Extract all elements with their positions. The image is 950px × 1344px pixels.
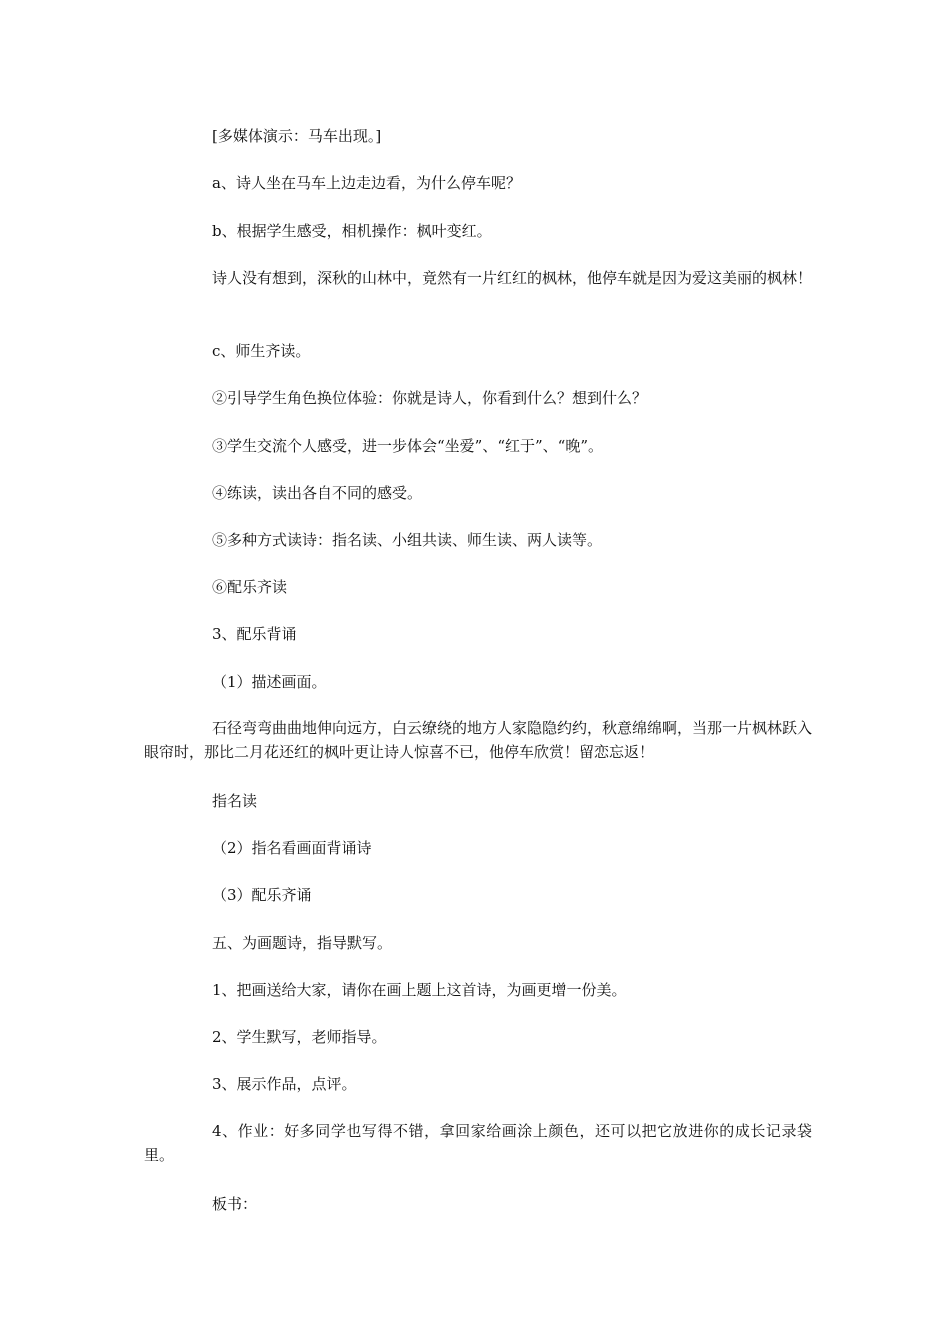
- paragraph-role-play: ②引导学生角色换位体验：你就是诗人，你看到什么？想到什么？: [212, 389, 648, 407]
- paragraph-section-five: 五、为画题诗，指导默写。: [212, 934, 393, 952]
- paragraph-recite-with-picture: （2）指名看画面背诵诗: [212, 839, 372, 857]
- paragraph-share-feelings: ③学生交流个人感受，进一步体会“坐爱”、“红于”、“晚”。: [212, 437, 604, 455]
- paragraph-scene-description: 石径弯弯曲曲地伸向远方，白云缭绕的地方人家隐隐约约，秋意绵绵啊，当那一片枫林跃入眼帘时，那比二月花还红的枫叶更让诗人惊喜不已，他停车欣赏！留恋忘返！: [144, 719, 813, 761]
- paragraph-music-reading: ⑥配乐齐读: [212, 578, 288, 596]
- paragraph-show-works: 3、展示作品，点评。: [212, 1075, 357, 1093]
- paragraph-group-recite: （3）配乐齐诵: [212, 886, 312, 904]
- paragraph-multimedia-demo: [多媒体演示：马车出现。]: [212, 127, 382, 145]
- paragraph-music-recite: 3、配乐背诵: [212, 625, 297, 643]
- paragraph-gift-painting: 1、把画送给大家，请你在画上题上这首诗，为画更增一份美。: [212, 981, 627, 999]
- paragraph-reading-methods: ⑤多种方式读诗：指名读、小组共读、师生读、两人读等。: [212, 531, 603, 549]
- paragraph-describe-scene: （1）描述画面。: [212, 673, 327, 691]
- paragraph-homework: 4、作业：好多同学也写得不错，拿回家给画涂上颜色，还可以把它放进你的成长记录袋里。: [144, 1122, 812, 1164]
- paragraph-board-writing: 板书：: [212, 1195, 258, 1213]
- paragraph-dictation: 2、学生默写，老师指导。: [212, 1028, 387, 1046]
- paragraph-name-reading: 指名读: [212, 792, 258, 810]
- paragraph-step-c: c、师生齐读。: [212, 342, 311, 360]
- paragraph-question-a: a、诗人坐在马车上边走边看，为什么停车呢？: [212, 174, 521, 192]
- paragraph-practice-reading: ④练读，读出各自不同的感受。: [212, 484, 423, 502]
- paragraph-step-b: b、根据学生感受，相机操作：枫叶变红。: [212, 222, 492, 240]
- paragraph-poet-explanation: 诗人没有想到，深秋的山林中，竟然有一片红红的枫林，他停车就是因为爱这美丽的枫林！: [212, 269, 813, 287]
